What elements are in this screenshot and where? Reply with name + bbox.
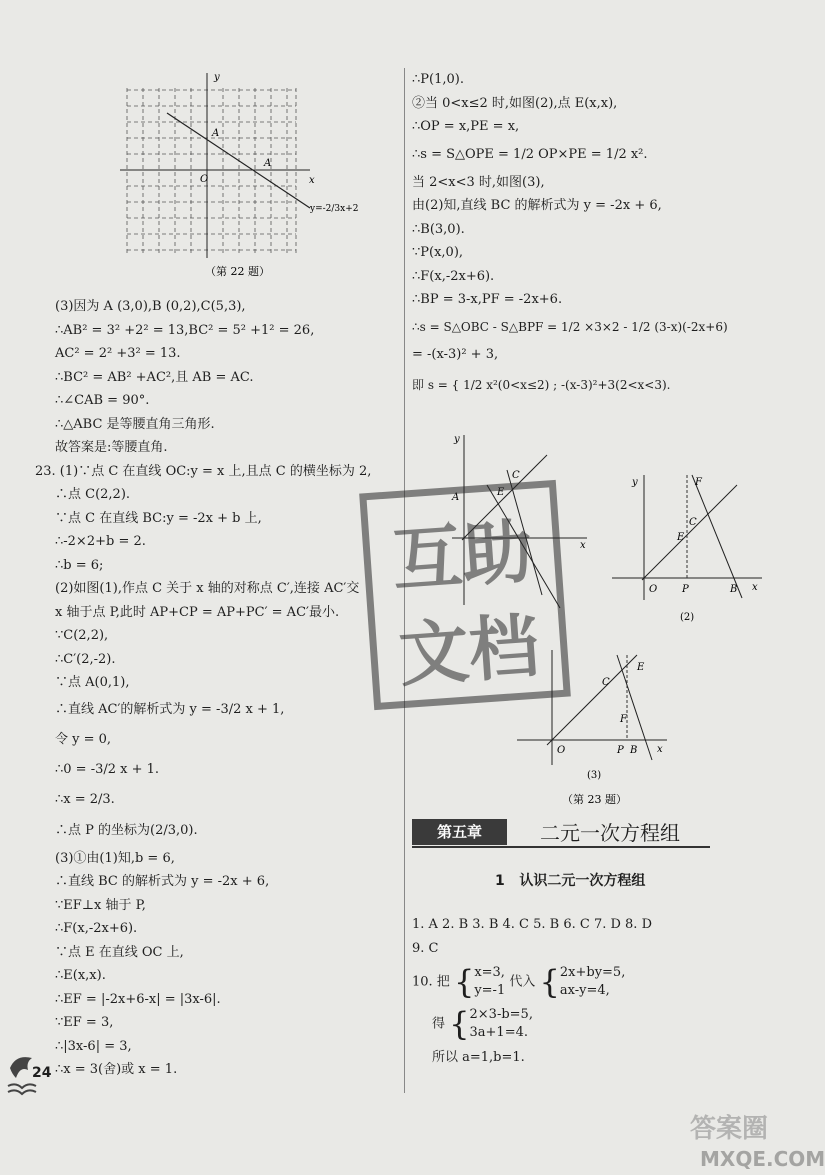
q10-mid: 代入	[509, 974, 536, 990]
left-line: 23. (1)∵点 C 在直线 OC:y = x 上,且点 C 的横坐标为 2,	[35, 463, 372, 479]
left-line: (3)因为 A (3,0),B (0,2),C(5,3),	[55, 299, 246, 314]
left-line: ∵EF⊥x 轴于 P,	[55, 897, 146, 913]
left-line: (3)①由(1)知,b = 6,	[55, 850, 175, 866]
fig23-3-p: P	[617, 745, 624, 756]
fig23-1-y: y	[454, 434, 460, 445]
watermark-stamp	[360, 480, 570, 710]
eq: 3a+1=4.	[469, 1025, 528, 1040]
fig22-caption: （第 22 题）	[205, 265, 270, 278]
fig23-2-p: P	[682, 584, 689, 595]
answers-block	[412, 913, 797, 1070]
q10-system-1	[474, 964, 505, 1000]
left-line: ∴点 C(2,2).	[55, 487, 131, 502]
right-line: ∴s = S△OBC - S△BPF = 1/2 ×3×2 - 1/2 (3-x)(-2x+6)	[412, 319, 728, 334]
left-line: ∴直线 BC 的解析式为 y = -2x + 6,	[55, 874, 270, 889]
answer-stamp: 答案圈	[690, 1114, 769, 1144]
left-line: ∴△ABC 是等腰直角三角形.	[55, 416, 215, 432]
answer-q10-step	[412, 1006, 797, 1042]
fig23-3-o: O	[557, 745, 566, 756]
brace-icon: {	[539, 963, 560, 1001]
q10-get: 得	[432, 1016, 446, 1032]
left-line: ∴0 = -3/2 x + 1.	[55, 761, 160, 777]
right-line: ∵P(x,0),	[412, 245, 464, 260]
fig22-line-label: y=-2/3x+2	[310, 204, 359, 214]
chapter-underline	[412, 846, 710, 848]
left-line: ∴F(x,-2x+6).	[55, 921, 138, 936]
right-line: 即 s = { 1/2 x²(0<x≤2) ; -(x-3)²+3(2<x<3).	[412, 377, 671, 392]
answer-line: 1. A 2. B 3. B 4. C 5. B 6. C 7. D 8. D	[412, 917, 652, 932]
fig22-x-label: x	[309, 175, 315, 186]
left-line: ∴b = 6;	[55, 557, 104, 573]
fig23-2-x: x	[752, 582, 758, 593]
left-line: ∴C′(2,-2).	[55, 651, 116, 667]
right-line: ②当 0<x≤2 时,如图(2),点 E(x,x),	[412, 95, 618, 111]
left-line: ∴AB² = 3² +2² = 13,BC² = 5² +1² = 26,	[55, 322, 315, 338]
left-line: ∴|3x-6| = 3,	[55, 1038, 132, 1054]
right-line: ∴B(3,0).	[412, 221, 465, 237]
fig23-2-o: O	[649, 584, 658, 595]
eq: 2x+by=5,	[559, 965, 626, 980]
left-line: ∴-2×2+b = 2.	[55, 534, 146, 549]
chapter-tab: 第五章	[412, 819, 507, 845]
left-line: ∴BC² = AB² +AC²,且 AB = AC.	[55, 369, 254, 385]
figure-22-coordinate-grid	[112, 68, 359, 288]
left-line: ∵点 A(0,1),	[55, 675, 130, 690]
fig23-1-c: C	[512, 470, 520, 481]
fig23-2-c: C	[689, 517, 697, 528]
fig23-1-e: E	[497, 487, 505, 498]
section-title	[495, 870, 645, 890]
fig23-caption: （第 23 题）	[562, 793, 627, 806]
right-column	[412, 68, 797, 402]
left-line: ∵EF = 3,	[55, 1015, 114, 1030]
site-watermark: MXQE.COM	[700, 1147, 825, 1171]
fig23-3-f: F	[620, 714, 627, 725]
page-number: 24	[32, 1065, 52, 1081]
right-line: ∴OP = x,PE = x,	[412, 119, 520, 134]
fig23-sub3: (3)	[587, 770, 602, 781]
right-line: ∴P(1,0).	[412, 72, 464, 87]
right-line: ∴F(x,-2x+6).	[412, 268, 495, 284]
left-line: ∴∠CAB = 90°.	[55, 393, 150, 408]
watermark-top: 互助	[389, 510, 535, 602]
left-line: ∴E(x,x).	[55, 968, 106, 983]
fig23-3-x: x	[657, 744, 663, 755]
fig22-point-b: A	[212, 128, 220, 139]
left-line: 令 y = 0,	[55, 731, 112, 747]
chapter-title: 二元一次方程组	[540, 821, 680, 845]
right-line: = -(x-3)² + 3,	[412, 346, 499, 362]
left-line: x 轴于点 P,此时 AP+CP = AP+PC′ = AC′最小.	[55, 604, 340, 620]
left-line: 故答案是:等腰直角.	[55, 440, 168, 455]
brace-icon: {	[453, 963, 475, 1001]
q10-system-2	[560, 964, 625, 1000]
fig23-2-e: E	[677, 532, 685, 543]
q10-prefix: 10. 把	[412, 974, 450, 990]
fig23-2-y: y	[632, 477, 638, 488]
right-line: ∴BP = 3-x,PF = -2x+6.	[412, 292, 563, 307]
section-number: 1	[495, 873, 505, 889]
right-line: 由(2)知,直线 BC 的解析式为 y = -2x + 6,	[412, 198, 662, 213]
left-line: ∴x = 3(舍)或 x = 1.	[55, 1062, 178, 1077]
fig23-2-f: F	[695, 477, 702, 488]
eq: ax-y=4,	[559, 983, 610, 998]
section-name: 认识二元一次方程组	[519, 873, 646, 889]
left-line: ∴点 P 的坐标为(2/3,0).	[55, 822, 198, 838]
answer-q10-result: 所以 a=1,b=1.	[432, 1050, 525, 1065]
brace-icon: {	[449, 1005, 470, 1043]
left-line: ∴直线 AC′的解析式为 y = -3/2 x + 1,	[55, 701, 285, 717]
fig23-3-e: E	[637, 662, 645, 673]
fig23-2-b: B	[730, 584, 738, 595]
left-line: AC² = 2² +3² = 13.	[55, 346, 181, 361]
fig23-sub2: (2)	[680, 612, 695, 623]
answer-q10	[412, 964, 797, 1000]
fig23-1-x: x	[580, 540, 586, 551]
fig23-3-c: C	[602, 677, 610, 688]
left-line: ∵点 E 在直线 OC 上,	[55, 944, 184, 960]
left-line: ∴EF = |-2x+6-x| = |3x-6|.	[55, 991, 221, 1007]
eq: 2×3-b=5,	[469, 1007, 533, 1022]
eq: y=-1	[474, 983, 506, 998]
right-line: 当 2<x<3 时,如图(3),	[412, 174, 545, 190]
left-line: ∵点 C 在直线 BC:y = -2x + b 上,	[55, 510, 262, 526]
fig22-point-a: A	[264, 158, 272, 169]
q10-system-3	[470, 1006, 533, 1042]
answer-line: 9. C	[412, 940, 439, 956]
left-line: ∵C(2,2),	[55, 628, 109, 643]
right-line: ∴s = S△OPE = 1/2 OP×PE = 1/2 x².	[412, 146, 648, 162]
left-line: ∴x = 2/3.	[55, 791, 115, 807]
fig22-y-label: y	[214, 72, 220, 83]
fig23-1-a: A	[452, 492, 460, 503]
watermark-bottom: 文档	[396, 605, 542, 697]
fig23-3-b: B	[630, 745, 638, 756]
fig22-origin: O	[200, 174, 209, 185]
eq: x=3,	[474, 965, 505, 980]
left-line: (2)如图(1),作点 C 关于 x 轴的对称点 C′,连接 AC′交	[55, 581, 360, 596]
chapter-heading	[412, 815, 710, 847]
